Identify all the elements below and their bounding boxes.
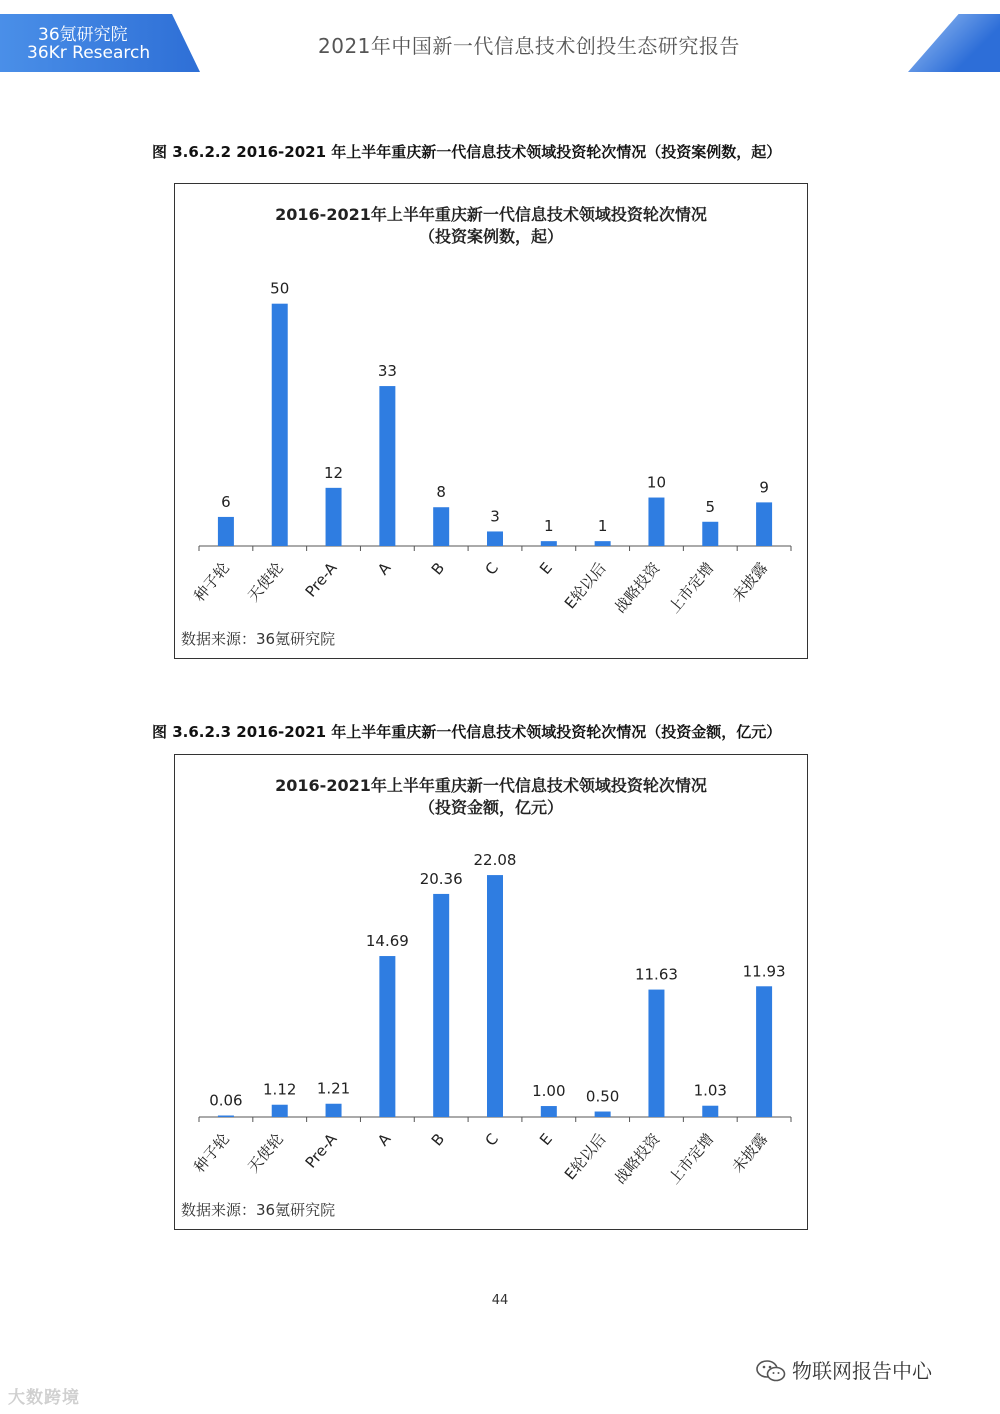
x-tick-label: E轮以后 [560,1130,610,1184]
bar-chart-case-count [175,184,807,658]
bar [433,507,449,546]
x-tick-label: 上市定增 [664,1130,718,1188]
bar [218,1116,234,1118]
x-tick-label: Pre-A [301,1130,341,1172]
x-tick-label: 未披露 [728,1130,772,1177]
bar [379,386,395,546]
chart-title-1-line1: 2016-2021年上半年重庆新一代信息技术领域投资轮次情况 [275,205,707,224]
bar-value-label: 12 [323,463,344,482]
figure-caption-2: 图 3.6.2.3 2016-2021 年上半年重庆新一代信息技术领域投资轮次情况（投资金额，亿元） [152,723,782,741]
x-tick-label: E [535,559,556,578]
bar [756,502,772,546]
wechat-icon [756,1360,786,1382]
brand-name-en: 36Kr Research [27,43,151,63]
x-tick-label: E [535,1130,556,1149]
bar-value-label: 8 [436,483,446,502]
bar [326,1104,342,1117]
bar [379,956,395,1117]
x-tick-label: 战略投资 [611,1130,664,1188]
x-tick-label: 战略投资 [611,559,664,617]
x-tick-label: E轮以后 [560,559,610,613]
bar [433,894,449,1117]
x-tick-label: 种子轮 [190,559,233,606]
report-title: 2021年中国新一代信息技术创投生态研究报告 [318,34,740,58]
bar-value-label: 33 [377,362,397,381]
bar [702,522,718,546]
chart-title-1-line2: （投资案例数，起） [418,227,563,246]
source-note-2: 数据来源：36氪研究院 [181,1201,336,1219]
bar [218,517,234,546]
bar [487,531,503,546]
x-tick-label: B [427,559,449,579]
bar [595,541,611,546]
chart-frame-2 [174,754,808,1230]
bar [756,986,772,1117]
watermark-left: 大数跨境 [8,1388,80,1408]
bar-value-label: 6 [221,492,231,511]
corner-decoration [908,14,1000,72]
x-tick-label: 天使轮 [244,559,287,606]
bar-value-label: 0.06 [209,1091,243,1110]
bar-value-label: 22.08 [473,851,517,870]
bar-value-label: 1 [544,517,554,536]
bar [487,875,503,1117]
bar [648,498,664,546]
bar-value-label: 10 [646,473,667,492]
x-tick-label: 天使轮 [244,1130,287,1177]
watermark-right [756,1355,932,1384]
bar [272,304,288,546]
x-tick-label: A [374,559,395,579]
x-tick-label: Pre-A [301,559,341,601]
bar-value-label: 0.50 [585,1087,620,1106]
bar-value-label: 1 [597,517,608,536]
bar-value-label: 9 [759,478,769,497]
bar-value-label: 3 [490,507,500,526]
bar [326,488,342,546]
x-tick-label: 种子轮 [190,1130,233,1177]
bar [648,990,664,1117]
bar [702,1106,718,1117]
bar-value-label: 11.93 [742,962,786,981]
brand-name-cn: 36氪研究院 [38,25,128,45]
x-tick-label: C [481,559,503,579]
bar-value-label: 1.00 [532,1082,566,1101]
x-tick-label: 上市定增 [664,559,718,617]
bar [541,1106,557,1117]
bar-value-label: 50 [270,279,290,298]
source-note-1: 数据来源：36氪研究院 [181,630,336,648]
bar-value-label: 1.12 [263,1080,297,1099]
x-tick-label: 未披露 [728,559,772,606]
x-tick-label: B [427,1130,449,1150]
x-tick-label: C [481,1130,503,1150]
bar-value-label: 11.63 [634,965,678,984]
x-tick-label: A [374,1130,395,1150]
page-number: 44 [491,1293,509,1308]
bar-value-label: 14.69 [365,932,409,951]
bar [595,1112,611,1117]
bar [272,1105,288,1117]
bar [541,541,557,546]
bar-value-label: 1.03 [693,1081,727,1100]
figure-caption-1: 图 3.6.2.2 2016-2021 年上半年重庆新一代信息技术领域投资轮次情况（投资案例数，起） [152,143,782,161]
chart-title-2-line1: 2016-2021年上半年重庆新一代信息技术领域投资轮次情况 [275,776,707,795]
bar-value-label: 5 [705,497,716,516]
bar-chart-investment-amount [175,755,807,1229]
bar-value-label: 1.21 [316,1079,351,1098]
chart-frame-1 [174,183,808,659]
bar-value-label: 20.36 [419,869,463,888]
watermark-right-text: 物联网报告中心 [792,1359,932,1383]
chart-title-2-line2: （投资金额，亿元） [418,798,563,817]
